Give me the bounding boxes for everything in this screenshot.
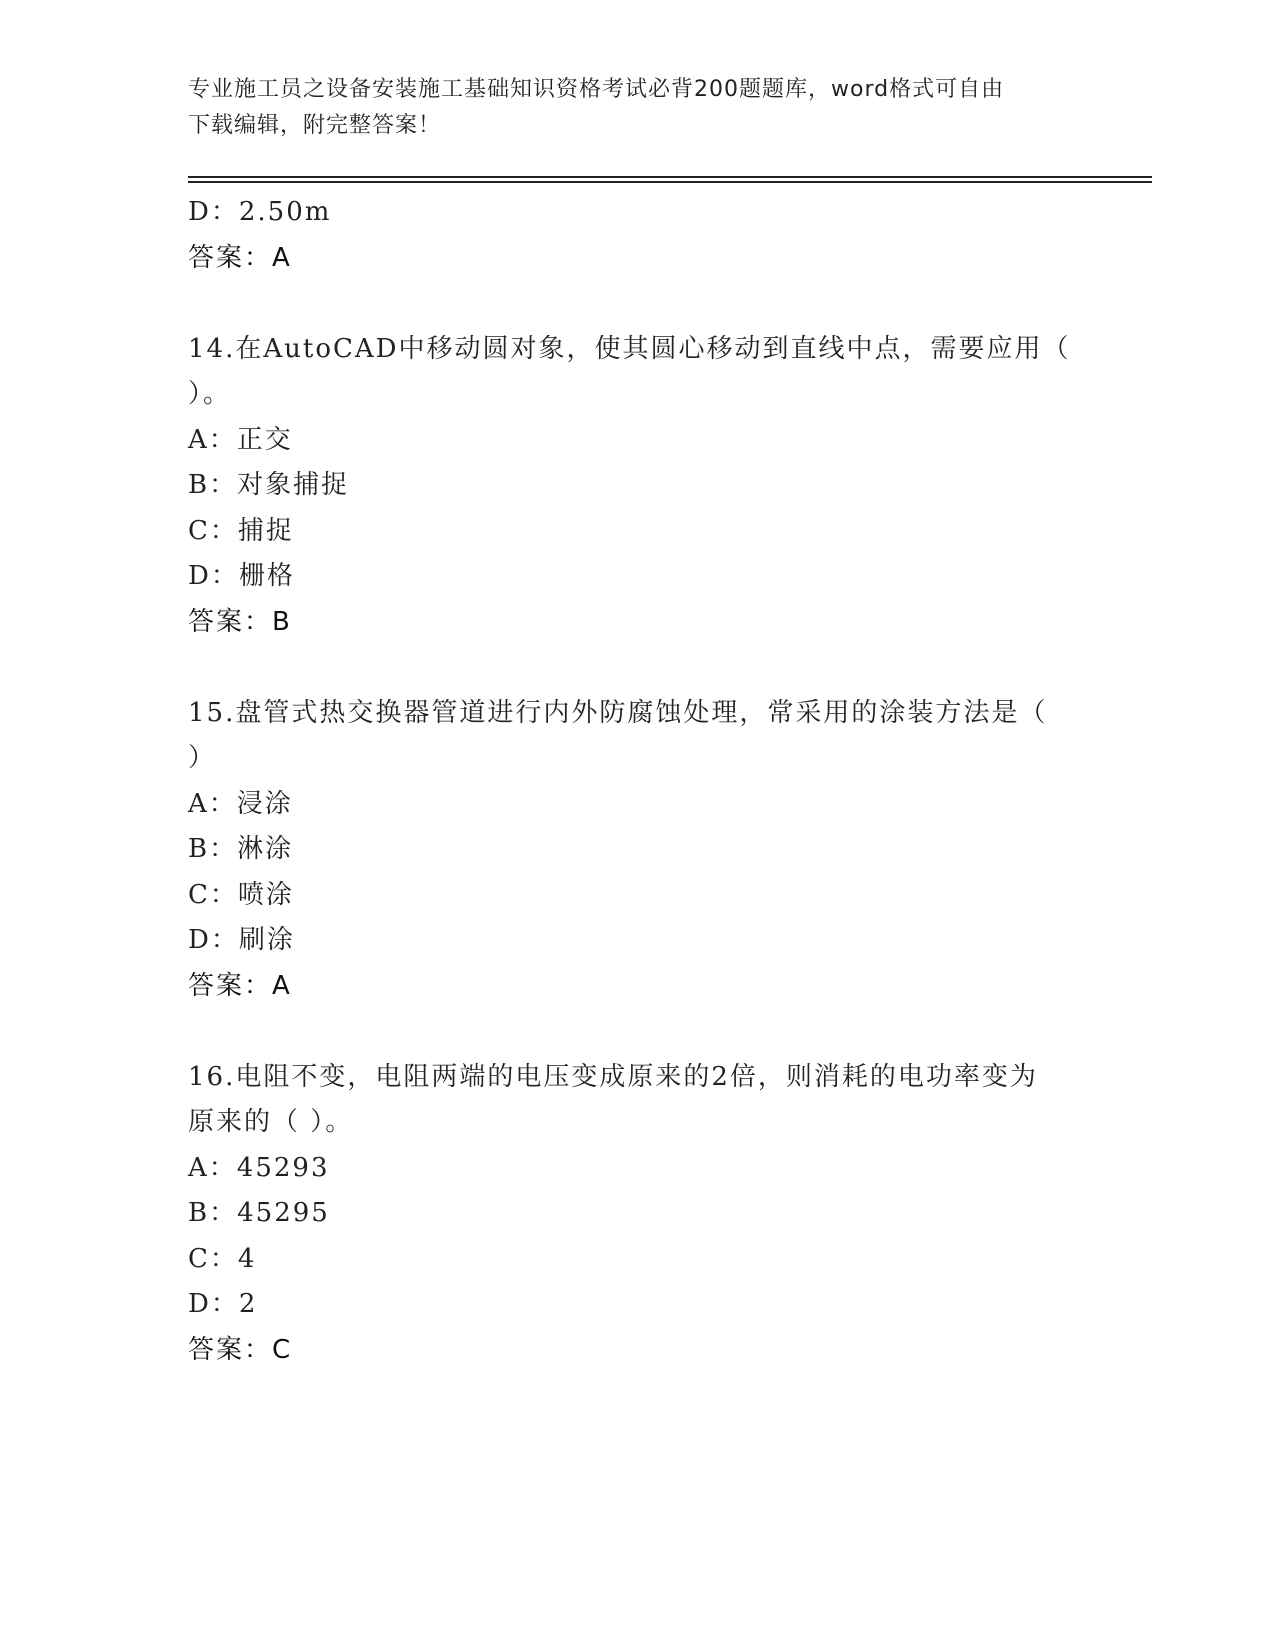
spacer (188, 281, 1088, 327)
option-a: A：浸涂 (188, 788, 293, 819)
option-d: D：刷涂 (188, 925, 295, 955)
option-d: D：2 (188, 1289, 258, 1319)
option-d: D：栅格 (188, 561, 295, 591)
question-15 (188, 691, 1088, 1010)
option-a: A：45293 (188, 1152, 330, 1183)
header-line-2: 下载编辑，附完整答案！ (188, 113, 442, 138)
question-stem: 16.电阻不变，电阻两端的电压变成原来的2倍，则消耗的电功率变为 (188, 1061, 1038, 1092)
option-c: C：4 (188, 1243, 257, 1274)
previous-answer: 答案：A (188, 242, 292, 273)
question-stem-cont: ） (188, 743, 217, 773)
previous-option-d: D：2.50m (188, 197, 332, 227)
header-divider-bottom (188, 181, 1152, 183)
question-14 (188, 327, 1088, 646)
spacer (188, 645, 1088, 691)
spacer (188, 1009, 1088, 1055)
answer-line: 答案：C (188, 1334, 293, 1365)
question-stem-cont: ）。 (188, 379, 232, 409)
answer-line: 答案：A (188, 970, 292, 1001)
question-stem: 15.盘管式热交换器管道进行内外防腐蚀处理，常采用的涂装方法是（ (188, 697, 1048, 728)
question-list (188, 190, 1088, 1373)
document-header (188, 72, 1068, 144)
question-16 (188, 1055, 1088, 1374)
option-b: B：对象捕捉 (188, 470, 350, 500)
header-line-1: 专业施工员之设备安装施工基础知识资格考试必背200题题库，word格式可自由 (188, 77, 1005, 102)
option-c: C：喷涂 (188, 879, 294, 910)
option-b: B：淋涂 (188, 834, 294, 864)
option-a: A：正交 (188, 424, 293, 455)
header-divider-top (188, 176, 1152, 178)
question-stem-cont: 原来的（ ）。 (188, 1107, 354, 1137)
option-b: B：45295 (188, 1198, 330, 1228)
answer-line: 答案：B (188, 606, 292, 637)
question-stem: 14.在AutoCAD中移动圆对象，使其圆心移动到直线中点，需要应用（ (188, 333, 1071, 364)
option-c: C：捕捉 (188, 515, 294, 546)
